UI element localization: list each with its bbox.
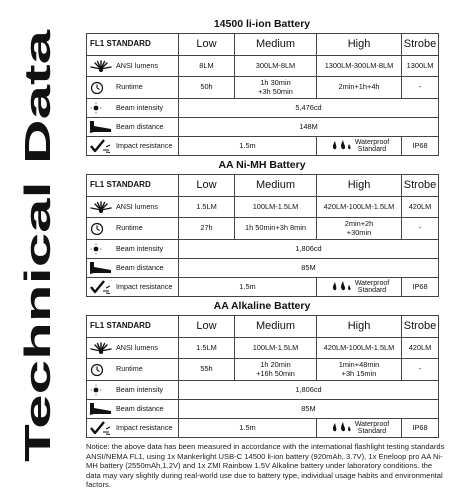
- runtime-medium: [235, 77, 317, 99]
- side-title: [0, 0, 62, 500]
- light-burst-icon: [89, 59, 113, 73]
- light-burst-icon: [89, 200, 113, 214]
- lumens-label: ANSI lumens: [116, 60, 158, 70]
- runtime-label: Runtime: [116, 364, 143, 374]
- col-high: High: [317, 316, 402, 338]
- beam-intensity-label: Beam intensity: [116, 102, 164, 112]
- impact-value: 1.5m: [179, 137, 317, 156]
- impact-row: [87, 419, 439, 438]
- clock-icon: [89, 363, 113, 377]
- runtime-line: 1h 50min+3h 8min: [244, 223, 306, 233]
- lumens-medium: 300LM-8LM: [235, 56, 317, 77]
- beam-distance-label: Beam distance: [116, 262, 164, 272]
- beam-intensity-value: 1,806cd: [179, 240, 439, 259]
- runtime-row: [87, 218, 439, 240]
- lumens-low: 1.5LM: [179, 338, 235, 359]
- notice-text: Notice: the above data has been measured in accordance with the international flashlight testing standards ANSI/NEMA FL1, using 1x Mankerlight USB-C 14500 li-ion battery (920mAh, 3.7V), 1x Eneloop pro AA Ni-MH battery (2550mAh,1.2V) and 1x ZMI Rainbow 1.5V Alkaline battery under laboratory conditions. the data may vary slightly during real-world use due to battery type, individual usage habits and environmental factors.: [86, 442, 445, 490]
- lumens-strobe: 1300LM: [402, 56, 439, 77]
- lumens-high: 420LM-100LM-1.5LM: [317, 197, 402, 218]
- runtime-line: 50h: [200, 82, 213, 92]
- runtime-line: 2min+2h: [344, 218, 374, 228]
- beam-intensity-label: Beam intensity: [116, 384, 164, 394]
- section-title: AA Ni-MH Battery: [218, 159, 306, 171]
- beam-intensity-row: [87, 99, 439, 118]
- beam-distance-label: Beam distance: [116, 121, 164, 131]
- col-medium: Medium: [235, 34, 317, 56]
- beam-intensity-value: 1,806cd: [179, 381, 439, 400]
- waterproof-value: IP68: [402, 419, 439, 438]
- beam-distance-icon: [89, 120, 113, 134]
- lumens-label: ANSI lumens: [116, 201, 158, 211]
- runtime-line: 2min+1h+4h: [338, 82, 380, 92]
- lumens-medium: 100LM-1.5LM: [235, 197, 317, 218]
- beam-distance-value: 85M: [179, 259, 439, 278]
- runtime-row: [87, 77, 439, 99]
- header-row: [87, 316, 439, 338]
- beam-distance-icon: [89, 402, 113, 416]
- runtime-strobe: [402, 77, 439, 99]
- check-impact-icon: [89, 421, 113, 435]
- runtime-line: -: [418, 364, 422, 374]
- waterproof-value: IP68: [402, 278, 439, 297]
- beam-distance-row: [87, 118, 439, 137]
- lumens-low: 8LM: [179, 56, 235, 77]
- runtime-high: [317, 77, 402, 99]
- spec-table: [86, 174, 439, 297]
- impact-value: 1.5m: [179, 278, 317, 297]
- water-drops-icon: [329, 421, 353, 435]
- clock-icon: [89, 81, 113, 95]
- runtime-line: 1min+48min: [338, 359, 380, 369]
- impact-label: Impact resistance: [116, 140, 173, 150]
- side-title-text: Technical Data: [17, 210, 58, 462]
- waterproof-value: IP68: [402, 137, 439, 156]
- runtime-strobe: [402, 218, 439, 240]
- lumens-medium: 100LM-1.5LM: [235, 338, 317, 359]
- beam-intensity-row: [87, 240, 439, 259]
- impact-label: Impact resistance: [116, 422, 173, 432]
- lumens-row: [87, 197, 439, 218]
- waterproof-label-line: Standard: [357, 146, 387, 153]
- header-row: [87, 34, 439, 56]
- runtime-medium: [235, 359, 317, 381]
- col-standard: FL1 STANDARD: [87, 175, 179, 197]
- runtime-line: 1h 30min: [260, 77, 291, 87]
- beam-distance-label: Beam distance: [116, 403, 164, 413]
- runtime-row: [87, 359, 439, 381]
- beam-dot-icon: [89, 101, 113, 115]
- runtime-low: [179, 218, 235, 240]
- beam-dot-icon: [89, 242, 113, 256]
- runtime-line: +16h 50min: [256, 368, 295, 378]
- runtime-line: +30min: [346, 227, 372, 237]
- runtime-line: +3h 15min: [341, 368, 377, 378]
- waterproof-label: [355, 139, 389, 153]
- runtime-line: -: [418, 82, 422, 92]
- beam-distance-value: 148M: [179, 118, 439, 137]
- lumens-strobe: 420LM: [402, 338, 439, 359]
- lumens-label: ANSI lumens: [116, 342, 158, 352]
- waterproof-label-line: Waterproof: [354, 280, 390, 287]
- waterproof-label-line: Waterproof: [354, 139, 390, 146]
- lumens-high: 1300LM-300LM-8LM: [317, 56, 402, 77]
- check-impact-icon: [89, 280, 113, 294]
- beam-dot-icon: [89, 383, 113, 397]
- runtime-label: Runtime: [116, 82, 143, 92]
- col-medium: Medium: [235, 316, 317, 338]
- check-impact-icon: [89, 139, 113, 153]
- water-drops-icon: [329, 139, 353, 153]
- col-strobe: Strobe: [402, 34, 439, 56]
- beam-distance-row: [87, 259, 439, 278]
- lumens-row: [87, 56, 439, 77]
- runtime-line: -: [418, 223, 422, 233]
- spec-table: [86, 33, 439, 156]
- col-high: High: [317, 34, 402, 56]
- waterproof-label: [355, 280, 389, 294]
- waterproof-label-line: Standard: [357, 428, 387, 435]
- beam-intensity-value: 5,476cd: [179, 99, 439, 118]
- beam-distance-row: [87, 400, 439, 419]
- runtime-line: 27h: [200, 223, 213, 233]
- section-title: AA Alkaline Battery: [213, 300, 311, 312]
- col-standard: FL1 STANDARD: [87, 316, 179, 338]
- impact-row: [87, 137, 439, 156]
- light-burst-icon: [89, 341, 113, 355]
- runtime-medium: [235, 218, 317, 240]
- header-row: [87, 175, 439, 197]
- runtime-high: [317, 218, 402, 240]
- runtime-strobe: [402, 359, 439, 381]
- lumens-strobe: 420LM: [402, 197, 439, 218]
- waterproof-label: [355, 421, 389, 435]
- col-low: Low: [179, 175, 235, 197]
- beam-distance-icon: [89, 261, 113, 275]
- beam-distance-value: 85M: [179, 400, 439, 419]
- impact-label: Impact resistance: [116, 281, 173, 291]
- col-low: Low: [179, 316, 235, 338]
- beam-intensity-row: [87, 381, 439, 400]
- lumens-row: [87, 338, 439, 359]
- runtime-high: [317, 359, 402, 381]
- waterproof-label-line: Standard: [357, 287, 387, 294]
- runtime-line: +3h 50min: [258, 86, 293, 96]
- runtime-line: 55h: [200, 364, 213, 374]
- impact-row: [87, 278, 439, 297]
- runtime-low: [179, 359, 235, 381]
- spec-table: [86, 315, 439, 438]
- clock-icon: [89, 222, 113, 236]
- col-standard: FL1 STANDARD: [87, 34, 179, 56]
- lumens-low: 1.5LM: [179, 197, 235, 218]
- lumens-high: 420LM-100LM-1.5LM: [317, 338, 402, 359]
- col-strobe: Strobe: [402, 316, 439, 338]
- runtime-line: 1h 20min: [260, 359, 291, 369]
- runtime-label: Runtime: [116, 223, 143, 233]
- section-title: 14500 li-ion Battery: [213, 18, 311, 30]
- col-medium: Medium: [235, 175, 317, 197]
- beam-intensity-label: Beam intensity: [116, 243, 164, 253]
- waterproof-label-line: Waterproof: [354, 421, 390, 428]
- col-low: Low: [179, 34, 235, 56]
- col-strobe: Strobe: [402, 175, 439, 197]
- col-high: High: [317, 175, 402, 197]
- spec-tables: [86, 15, 438, 438]
- water-drops-icon: [329, 280, 353, 294]
- impact-value: 1.5m: [179, 419, 317, 438]
- runtime-low: [179, 77, 235, 99]
